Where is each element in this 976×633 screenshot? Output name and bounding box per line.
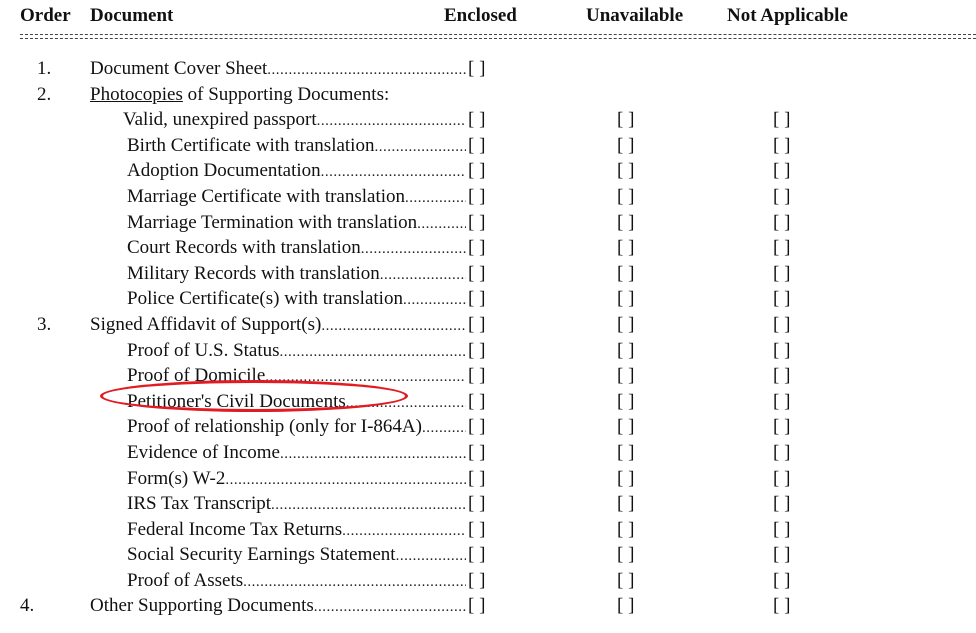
not-applicable-checkbox[interactable]: [ ] bbox=[773, 493, 791, 515]
row-number: 1. bbox=[37, 58, 52, 79]
not-applicable-checkbox[interactable]: [ ] bbox=[773, 288, 791, 310]
header-enclosed: Enclosed bbox=[444, 5, 517, 26]
leader-dots bbox=[380, 263, 466, 288]
row-label bbox=[90, 312, 466, 339]
row-label bbox=[127, 235, 466, 262]
row-label bbox=[127, 210, 466, 237]
table-row bbox=[0, 440, 976, 466]
table-row bbox=[0, 338, 976, 364]
table-row bbox=[0, 82, 976, 108]
unavailable-checkbox[interactable]: [ ] bbox=[617, 518, 635, 540]
leader-dots bbox=[265, 365, 466, 390]
enclosed-checkbox[interactable]: [ ] bbox=[468, 211, 486, 233]
leader-dots bbox=[314, 595, 466, 620]
row-label-text: Marriage Termination with translation bbox=[127, 211, 418, 233]
enclosed-checkbox[interactable]: [ ] bbox=[468, 160, 486, 182]
leader-dots bbox=[243, 570, 466, 595]
leader-dots bbox=[405, 186, 466, 211]
row-label-text: Social Security Earnings Statement bbox=[127, 544, 396, 566]
table-row bbox=[0, 107, 976, 133]
unavailable-checkbox[interactable]: [ ] bbox=[617, 339, 635, 361]
unavailable-checkbox[interactable]: [ ] bbox=[617, 288, 635, 310]
unavailable-checkbox[interactable]: [ ] bbox=[617, 467, 635, 489]
row-label-text: Military Records with translation bbox=[127, 262, 380, 284]
not-applicable-checkbox[interactable]: [ ] bbox=[773, 160, 791, 182]
leader-dots bbox=[396, 544, 466, 569]
row-label-text: Signed Affidavit of Support(s) bbox=[90, 313, 322, 335]
unavailable-checkbox[interactable]: [ ] bbox=[617, 441, 635, 463]
row-label bbox=[127, 466, 466, 493]
row-label bbox=[127, 389, 466, 416]
not-applicable-checkbox[interactable]: [ ] bbox=[773, 109, 791, 131]
row-label-text: Birth Certificate with translation bbox=[127, 134, 375, 156]
row-label bbox=[127, 261, 466, 288]
leader-dots bbox=[342, 519, 466, 544]
table-row bbox=[0, 389, 976, 415]
row-label-text: Police Certificate(s) with translation bbox=[127, 288, 403, 310]
table-row bbox=[0, 542, 976, 568]
row-label-text: Evidence of Income bbox=[127, 441, 280, 463]
row-label bbox=[127, 440, 466, 467]
enclosed-checkbox[interactable]: [ ] bbox=[468, 595, 486, 617]
table-row bbox=[0, 235, 976, 261]
enclosed-checkbox[interactable]: [ ] bbox=[468, 390, 486, 412]
unavailable-checkbox[interactable]: [ ] bbox=[617, 109, 635, 131]
leader-dots bbox=[280, 340, 466, 365]
not-applicable-checkbox[interactable]: [ ] bbox=[773, 313, 791, 335]
table-row bbox=[0, 261, 976, 287]
leader-dots bbox=[346, 391, 466, 416]
row-label-text: Valid, unexpired passport bbox=[123, 109, 317, 131]
unavailable-checkbox[interactable]: [ ] bbox=[617, 134, 635, 156]
row-label bbox=[127, 491, 466, 518]
row-label bbox=[127, 363, 466, 390]
table-row bbox=[0, 286, 976, 312]
row-label-underlined: Photocopies bbox=[90, 83, 183, 105]
row-label bbox=[127, 542, 466, 569]
enclosed-checkbox[interactable]: [ ] bbox=[468, 544, 486, 566]
unavailable-checkbox[interactable]: [ ] bbox=[617, 544, 635, 566]
leader-dots bbox=[267, 58, 466, 83]
row-label-text: Adoption Documentation bbox=[127, 160, 321, 182]
row-label-text: Marriage Certificate with translation bbox=[127, 185, 406, 207]
row-label bbox=[90, 82, 466, 107]
table-row bbox=[0, 414, 976, 440]
leader-dots bbox=[280, 442, 466, 467]
not-applicable-checkbox[interactable]: [ ] bbox=[773, 595, 791, 617]
unavailable-checkbox[interactable]: [ ] bbox=[617, 365, 635, 387]
not-applicable-checkbox[interactable]: [ ] bbox=[773, 416, 791, 438]
row-label bbox=[127, 338, 466, 365]
row-label-text: Proof of Assets bbox=[127, 569, 244, 591]
row-label-text: Federal Income Tax Returns bbox=[127, 518, 343, 540]
not-applicable-checkbox[interactable]: [ ] bbox=[773, 467, 791, 489]
not-applicable-checkbox[interactable]: [ ] bbox=[773, 262, 791, 284]
row-label-suffix: of Supporting Documents: bbox=[182, 83, 390, 105]
table-row bbox=[0, 466, 976, 492]
row-label-text: Court Records with translation bbox=[127, 237, 361, 259]
row-label-text: Proof of Domicile bbox=[127, 365, 266, 387]
row-number: 4. bbox=[20, 595, 35, 617]
leader-dots bbox=[374, 135, 466, 160]
not-applicable-checkbox[interactable]: [ ] bbox=[773, 569, 791, 591]
enclosed-checkbox[interactable]: [ ] bbox=[468, 365, 486, 387]
table-row bbox=[0, 517, 976, 543]
row-label-text: Petitioner's Civil Documents bbox=[127, 390, 346, 412]
row-label bbox=[127, 133, 466, 160]
enclosed-checkbox[interactable]: [ ] bbox=[468, 237, 486, 259]
header-document: Document bbox=[90, 5, 174, 26]
enclosed-checkbox[interactable]: [ ] bbox=[468, 288, 486, 310]
not-applicable-checkbox[interactable]: [ ] bbox=[773, 544, 791, 566]
table-row bbox=[0, 184, 976, 210]
unavailable-checkbox[interactable]: [ ] bbox=[617, 390, 635, 412]
row-label bbox=[127, 158, 466, 185]
not-applicable-checkbox[interactable]: [ ] bbox=[773, 211, 791, 233]
row-label-text: Document Cover Sheet bbox=[90, 58, 268, 79]
leader-dots bbox=[317, 109, 466, 134]
header-unavailable: Unavailable bbox=[586, 5, 684, 26]
leader-dots bbox=[417, 212, 466, 237]
row-label bbox=[127, 286, 466, 313]
row-label-text: IRS Tax Transcript bbox=[127, 493, 272, 515]
header-order: Order bbox=[20, 5, 71, 26]
row-number: 3. bbox=[37, 313, 52, 335]
leader-dots bbox=[271, 493, 466, 518]
unavailable-checkbox[interactable]: [ ] bbox=[617, 569, 635, 591]
enclosed-checkbox[interactable]: [ ] bbox=[468, 493, 486, 515]
enclosed-checkbox[interactable]: [ ] bbox=[468, 134, 486, 156]
row-label bbox=[90, 56, 466, 83]
leader-dots bbox=[321, 314, 466, 339]
not-applicable-checkbox[interactable]: [ ] bbox=[773, 134, 791, 156]
document-rows bbox=[0, 56, 976, 619]
enclosed-checkbox[interactable]: [ ] bbox=[468, 58, 486, 79]
row-label-text bbox=[90, 82, 389, 107]
row-label-text: Proof of U.S. Status bbox=[127, 339, 280, 361]
table-row bbox=[0, 363, 976, 389]
unavailable-checkbox[interactable]: [ ] bbox=[617, 595, 635, 617]
unavailable-checkbox[interactable]: [ ] bbox=[617, 493, 635, 515]
row-label bbox=[90, 593, 466, 620]
row-label-text: Other Supporting Documents bbox=[90, 595, 314, 617]
row-label bbox=[123, 107, 466, 134]
leader-dots bbox=[225, 468, 466, 493]
enclosed-checkbox[interactable]: [ ] bbox=[468, 518, 486, 540]
leader-dots bbox=[403, 288, 466, 313]
header-not-applicable: Not Applicable bbox=[727, 5, 848, 26]
enclosed-checkbox[interactable]: [ ] bbox=[468, 109, 486, 131]
leader-dots bbox=[321, 160, 466, 185]
not-applicable-checkbox[interactable]: [ ] bbox=[773, 237, 791, 259]
enclosed-checkbox[interactable]: [ ] bbox=[468, 313, 486, 335]
not-applicable-checkbox[interactable]: [ ] bbox=[773, 441, 791, 463]
table-row bbox=[0, 568, 976, 594]
unavailable-checkbox[interactable]: [ ] bbox=[617, 211, 635, 233]
unavailable-checkbox[interactable]: [ ] bbox=[617, 237, 635, 259]
leader-dots bbox=[422, 416, 466, 441]
table-row bbox=[0, 210, 976, 236]
unavailable-checkbox[interactable]: [ ] bbox=[617, 185, 635, 207]
header-divider bbox=[20, 32, 976, 42]
row-label bbox=[127, 517, 466, 544]
table-row bbox=[0, 491, 976, 517]
not-applicable-checkbox[interactable]: [ ] bbox=[773, 365, 791, 387]
table-row bbox=[0, 133, 976, 159]
table-row bbox=[0, 158, 976, 184]
enclosed-checkbox[interactable]: [ ] bbox=[468, 441, 486, 463]
enclosed-checkbox[interactable]: [ ] bbox=[468, 569, 486, 591]
enclosed-checkbox[interactable]: [ ] bbox=[468, 262, 486, 284]
table-row bbox=[0, 312, 976, 338]
leader-dots bbox=[361, 237, 466, 262]
table-row bbox=[0, 56, 976, 82]
row-label bbox=[127, 568, 466, 595]
enclosed-checkbox[interactable]: [ ] bbox=[468, 416, 486, 438]
enclosed-checkbox[interactable]: [ ] bbox=[468, 185, 486, 207]
enclosed-checkbox[interactable]: [ ] bbox=[468, 467, 486, 489]
row-label-text: Form(s) W-2 bbox=[127, 467, 226, 489]
row-label-text: Proof of relationship (only for I-864A) bbox=[127, 416, 422, 438]
unavailable-checkbox[interactable]: [ ] bbox=[617, 160, 635, 182]
row-label bbox=[127, 184, 466, 211]
not-applicable-checkbox[interactable]: [ ] bbox=[773, 518, 791, 540]
not-applicable-checkbox[interactable]: [ ] bbox=[773, 390, 791, 412]
row-label bbox=[127, 414, 466, 441]
unavailable-checkbox[interactable]: [ ] bbox=[617, 416, 635, 438]
row-number: 2. bbox=[37, 83, 52, 105]
unavailable-checkbox[interactable]: [ ] bbox=[617, 262, 635, 284]
not-applicable-checkbox[interactable]: [ ] bbox=[773, 185, 791, 207]
enclosed-checkbox[interactable]: [ ] bbox=[468, 339, 486, 361]
not-applicable-checkbox[interactable]: [ ] bbox=[773, 339, 791, 361]
unavailable-checkbox[interactable]: [ ] bbox=[617, 313, 635, 335]
table-row bbox=[0, 593, 976, 619]
